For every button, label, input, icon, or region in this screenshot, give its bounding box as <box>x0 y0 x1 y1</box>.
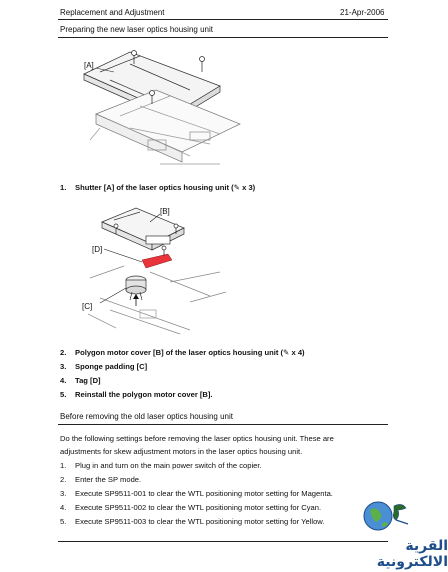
prep-step-5 <box>60 390 213 399</box>
step-text: Sponge padding [C] <box>75 362 148 371</box>
prep-step-2 <box>60 348 305 357</box>
globe-logo-icon <box>362 498 414 534</box>
step-suffix: x 3) <box>240 183 256 192</box>
before-paragraph: Do the following settings before removing the laser optics housing unit. These are adjustments for skew adjustment motors in the laser optics housing unit. <box>60 434 334 456</box>
step-number: 4. <box>60 376 67 385</box>
figure-laser-optics-shutter <box>70 44 245 174</box>
figure2-label-b: [B] <box>160 207 170 216</box>
step-text: Execute SP9511-003 to clear the WTL positioning motor setting for Yellow. <box>75 517 325 526</box>
step-text: Reinstall the polygon motor cover [B]. <box>75 390 213 399</box>
section-rule-prep <box>58 37 388 38</box>
step-number: 5. <box>60 390 67 399</box>
section-title-prep: Preparing the new laser optics housing unit <box>60 25 213 34</box>
screw-icon: ✎ <box>233 183 240 192</box>
step-text: Plug in and turn on the main power switch of the copier. <box>75 461 262 470</box>
step-text: Shutter [A] of the laser optics housing unit ( <box>75 183 234 192</box>
watermark-text: القرية الالكترونية <box>376 538 448 570</box>
figure-polygon-motor-cover <box>80 202 230 340</box>
prep-step-1 <box>60 183 255 192</box>
prep-step-4 <box>60 376 101 385</box>
figure1-label-a: [A] <box>84 61 94 70</box>
before-step-3 <box>60 489 333 498</box>
step-number: 1. <box>60 183 67 192</box>
step-text: Tag [D] <box>75 376 101 385</box>
step-text: Polygon motor cover [B] of the laser optics housing unit ( <box>75 348 283 357</box>
step-number: 3. <box>60 489 67 498</box>
step-number: 4. <box>60 503 67 512</box>
step-number: 2. <box>60 348 67 357</box>
header-date: 21-Apr-2006 <box>340 8 385 17</box>
before-step-4 <box>60 503 321 512</box>
figure2-label-c: [C] <box>82 302 93 311</box>
section-rule-before <box>58 424 388 425</box>
screw-icon: ✎ <box>283 348 290 357</box>
figure2-label-d: [D] <box>92 245 103 254</box>
step-text: Execute SP9511-001 to clear the WTL positioning motor setting for Magenta. <box>75 489 333 498</box>
before-step-2 <box>60 475 141 484</box>
step-number: 1. <box>60 461 67 470</box>
step-number: 3. <box>60 362 67 371</box>
step-number: 2. <box>60 475 67 484</box>
step-number: 5. <box>60 517 67 526</box>
header-rule <box>58 19 388 20</box>
prep-step-3 <box>60 362 147 371</box>
step-suffix: x 4) <box>289 348 305 357</box>
section-title-before: Before removing the old laser optics housing unit <box>60 412 233 421</box>
before-step-1 <box>60 461 262 470</box>
step-text: Enter the SP mode. <box>75 475 142 484</box>
before-step-5 <box>60 517 324 526</box>
step-text: Execute SP9511-002 to clear the WTL positioning motor setting for Cyan. <box>75 503 322 512</box>
header-section-title: Replacement and Adjustment <box>60 8 165 17</box>
